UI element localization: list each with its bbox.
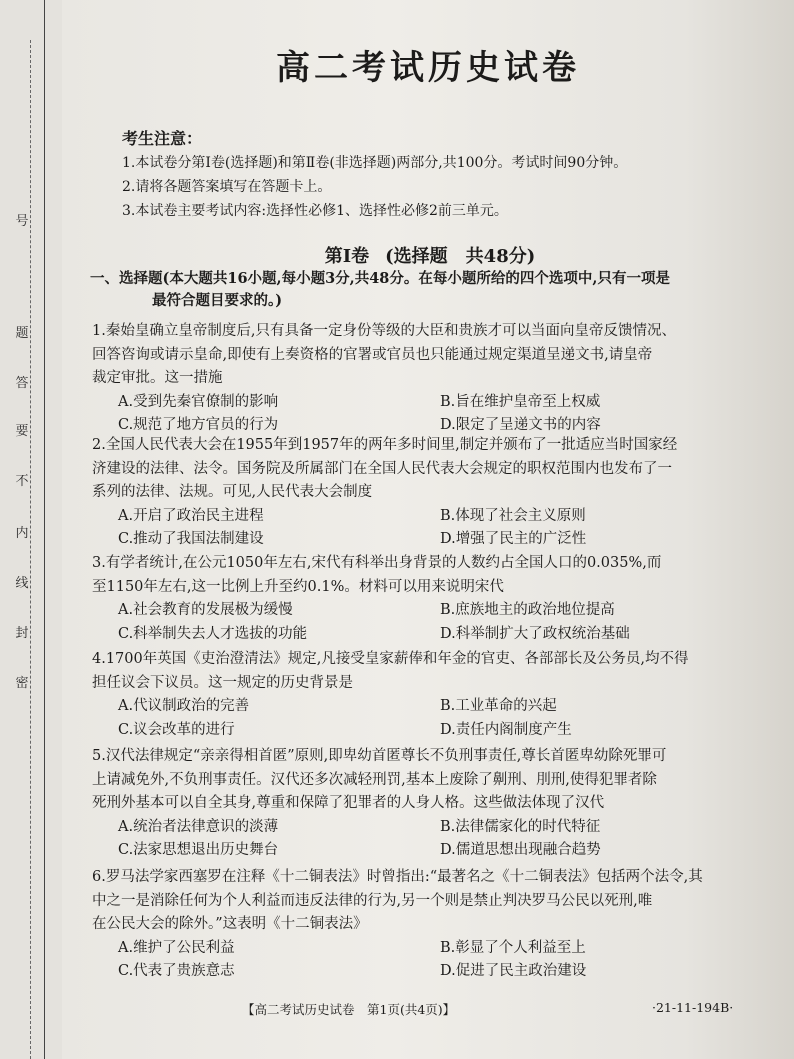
- question-line: 中之一是消除任何为个人利益而违反法律的行为,另一个则是禁止判决罗马公民以死刑,唯: [92, 892, 653, 909]
- part-intro-line: 一、选择题(本大题共16小题,每小题3分,共48分。在每小题所给的四个选项中,只有一项是: [90, 270, 670, 287]
- binding-solid-line: [44, 0, 45, 1059]
- exam-title: 高二考试历史试卷: [276, 48, 580, 88]
- seal-char: 密: [15, 676, 29, 691]
- question-line: 裁定审批。这一措施: [92, 370, 223, 386]
- notice-heading: 考生注意：: [122, 129, 203, 148]
- notice-item: 3.本试卷主要考试内容:选择性必修1、选择性必修2前三单元。: [122, 203, 508, 219]
- part-intro-line: 最符合题目要求的。): [152, 292, 283, 309]
- notice-item: 2.请将各题答案填写在答题卡上。: [122, 179, 332, 195]
- seal-char: 内: [15, 526, 29, 541]
- section-subtitle: (选择题 共48分): [385, 246, 536, 267]
- footer-code: ·21-11-194B·: [652, 1000, 734, 1015]
- option-c: C.法家思想退出历史舞台: [118, 842, 279, 858]
- seal-char: 答: [15, 376, 29, 391]
- question-line: 5.汉代法律规定“亲亲得相首匿”原则,即卑幼首匿尊长不负刑事责任,尊长首匿卑幼除死罪可: [92, 748, 667, 764]
- footer-page-label: 【高二考试历史试卷 第1页(共4页)】: [242, 1002, 456, 1017]
- question-line: 系列的法律、法规。可见,人民代表大会制度: [92, 484, 373, 500]
- question-6: [92, 866, 762, 984]
- option-b: B.体现了社会主义原则: [440, 507, 586, 524]
- option-d: D.儒道思想出现融合趋势: [440, 842, 601, 858]
- question-4: [92, 648, 762, 742]
- binding-margin: [0, 0, 63, 1059]
- question-line: 4.1700年英国《吏治澄清法》规定,凡接受皇家薪俸和年金的官吏、各部部长及公务员,均不得: [92, 651, 689, 667]
- question-line: 在公民大会的除外。”这表明《十二铜表法》: [92, 916, 368, 932]
- question-line: 担任议会下议员。这一规定的历史背景是: [92, 674, 353, 691]
- seal-char: 线: [15, 576, 29, 591]
- question-line: 至1150年左右,这一比例上升至约0.1%。材料可以用来说明宋代: [92, 578, 504, 595]
- section-title: 第Ⅰ卷: [324, 246, 370, 267]
- option-b: B.彰显了个人利益至上: [440, 939, 586, 956]
- option-d: D.增强了民主的广泛性: [440, 531, 587, 547]
- notice-block: [122, 127, 627, 223]
- seal-char: 号: [15, 214, 29, 229]
- option-a: A.代议制政治的完善: [118, 698, 250, 714]
- question-1: [92, 320, 762, 438]
- question-line: 死刑外基本可以自全其身,尊重和保障了犯罪者的人身人格。这些做法体现了汉代: [92, 795, 605, 811]
- option-b: B.工业革命的兴起: [440, 698, 557, 714]
- question-line: 上请减免外,不负刑事责任。汉代还多次减轻刑罚,基本上废除了劓刑、刖刑,使得犯罪者除: [92, 771, 657, 788]
- option-a: A.维护了公民利益: [118, 939, 235, 956]
- section-heading: [62, 242, 782, 268]
- option-b: B.旨在维护皇帝至上权威: [440, 393, 601, 410]
- option-b: B.法律儒家化的时代特征: [440, 818, 601, 835]
- option-a: A.统治者法律意识的淡薄: [118, 818, 279, 835]
- notice-item: 1.本试卷分第Ⅰ卷(选择题)和第Ⅱ卷(非选择题)两部分,共100分。考试时间90分钟。: [122, 155, 628, 171]
- seal-char: 封: [15, 626, 29, 641]
- binding-dashed-line: [30, 40, 31, 1059]
- option-d: D.促进了民主政治建设: [440, 963, 587, 979]
- question-line: 6.罗马法学家西塞罗在注释《十二铜表法》时曾指出:“最著名之《十二铜表法》包括两个法令,其: [92, 869, 703, 885]
- option-c: C.推动了我国法制建设: [118, 531, 264, 547]
- option-c: C.规范了地方官员的行为: [118, 417, 279, 433]
- seal-char: 不: [15, 474, 29, 489]
- question-line: 回答咨询或请示皇命,即使有上奏资格的官署或官员也只能通过规定渠道呈递文书,请皇帝: [92, 346, 653, 363]
- option-a: A.社会教育的发展极为缓慢: [118, 602, 293, 618]
- question-line: 2.全国人民代表大会在1955年到1957年的两年多时间里,制定并颁布了一批适应当时国家经: [92, 437, 678, 453]
- question-line: 3.有学者统计,在公元1050年左右,宋代有科举出身背景的人数约占全国人口的0.035%,而: [92, 555, 662, 571]
- option-d: D.限定了呈递文书的内容: [440, 417, 601, 433]
- seal-char: 题: [15, 326, 29, 341]
- exam-sheet: [62, 0, 794, 1059]
- option-d: D.责任内阁制度产生: [440, 721, 572, 738]
- option-a: A.开启了政治民主进程: [118, 507, 264, 524]
- option-a: A.受到先秦官僚制的影响: [118, 393, 279, 410]
- option-c: C.科举制失去人才选拔的功能: [118, 625, 308, 642]
- option-c: C.议会改革的进行: [118, 721, 235, 738]
- seal-char: 要: [15, 424, 29, 439]
- part-intro: [90, 268, 770, 312]
- question-3: [92, 552, 762, 646]
- question-2: [92, 434, 762, 552]
- question-line: 济建设的法律、法令。国务院及所属部门在全国人民代表大会规定的职权范围内也发布了一: [92, 460, 672, 477]
- option-b: B.庶族地主的政治地位提高: [440, 602, 615, 618]
- option-d: D.科举制扩大了政权统治基础: [440, 625, 630, 642]
- question-line: 1.秦始皇确立皇帝制度后,只有具备一定身份等级的大臣和贵族才可以当面向皇帝反馈情况、: [92, 323, 676, 339]
- question-5: [92, 745, 762, 863]
- option-c: C.代表了贵族意志: [118, 963, 235, 979]
